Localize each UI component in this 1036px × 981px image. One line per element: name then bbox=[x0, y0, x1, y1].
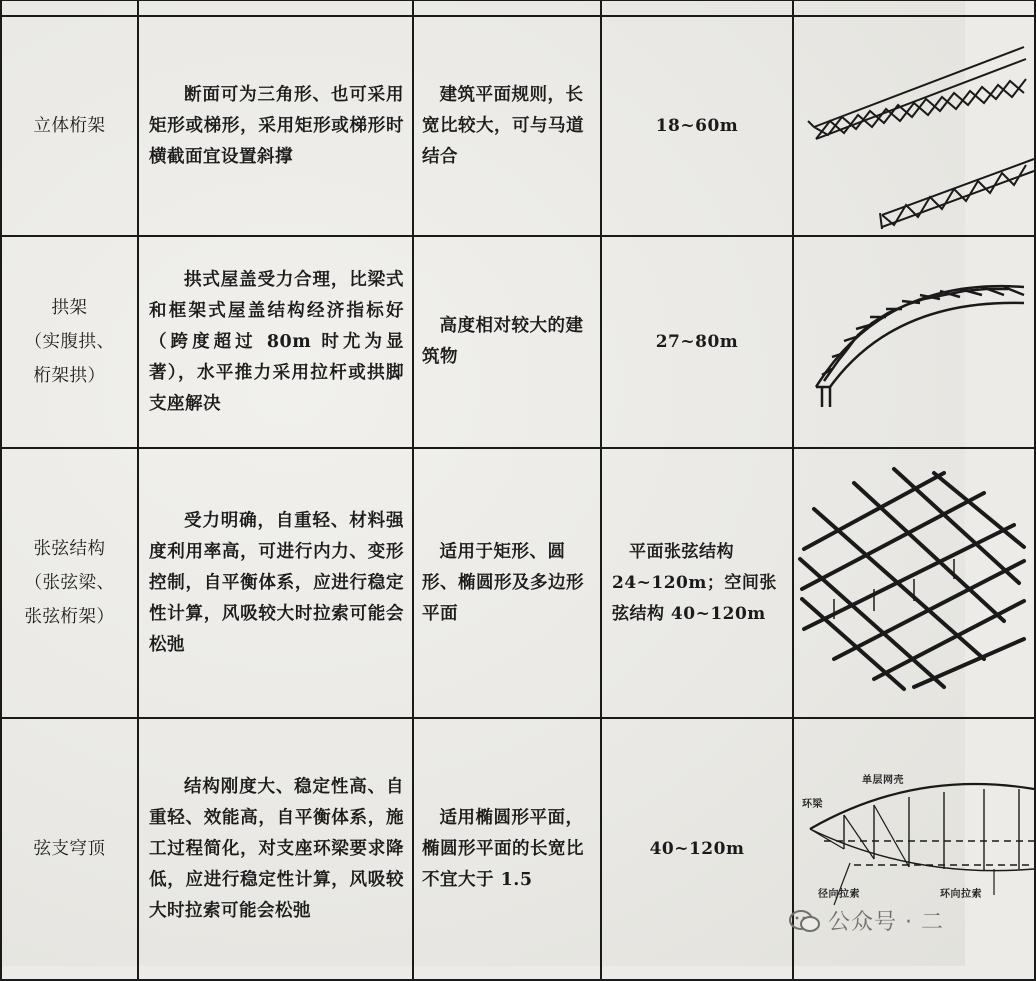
application-cell bbox=[413, 236, 601, 448]
table-row bbox=[1, 16, 1035, 236]
application-text: 适用椭圆形平面，椭圆形平面的长宽比不宜大于 1.5 bbox=[422, 807, 584, 890]
structure-name: 弦支穹顶 bbox=[33, 839, 106, 859]
wechat-icon bbox=[788, 909, 822, 933]
span-cell bbox=[601, 718, 793, 980]
span-text: 18~60m bbox=[655, 115, 739, 136]
label-single-layer-shell: 单层网壳 bbox=[862, 775, 904, 786]
description-cell bbox=[138, 448, 413, 718]
description-text: 拱式屋盖受力合理，比梁式和框架式屋盖结构经济指标好（跨度超过 80m 时尤为显著），水平推力采用拉杆或拱脚支座解决 bbox=[149, 269, 404, 414]
table-row bbox=[1, 236, 1035, 448]
suspen-dome-icon bbox=[794, 719, 1034, 979]
table-row-top-edge bbox=[1, 0, 1035, 16]
structure-name-cell bbox=[1, 718, 138, 980]
structure-name: 拱架 bbox=[51, 298, 88, 318]
table-row bbox=[1, 718, 1035, 980]
structure-name-sub: （实腹拱、 bbox=[24, 332, 115, 352]
figure-cell bbox=[793, 718, 1035, 980]
figure-cell bbox=[793, 16, 1035, 236]
structure-name: 立体桁架 bbox=[33, 116, 106, 136]
structure-name: 张弦结构 bbox=[33, 539, 106, 559]
application-text: 适用于矩形、圆形、椭圆形及多边形平面 bbox=[422, 541, 584, 624]
structure-name-cell bbox=[1, 16, 138, 236]
structure-name-sub: （张弦梁、 bbox=[24, 573, 115, 593]
description-cell bbox=[138, 718, 413, 980]
wechat-watermark bbox=[788, 905, 944, 936]
description-text: 结构刚度大、稳定性高、自重轻、效能高，自平衡体系，施工过程简化，对支座环梁要求降低，应进行稳定性计算，风吸较大时拉索可能会松弛 bbox=[149, 776, 404, 921]
label-radial-cable: 径向拉索 bbox=[818, 889, 860, 900]
span-cell bbox=[601, 16, 793, 236]
description-cell bbox=[138, 16, 413, 236]
span-text: 40~120m bbox=[649, 838, 745, 859]
application-cell bbox=[413, 16, 601, 236]
description-text: 断面可为三角形、也可采用矩形或梯形，采用矩形或梯形时横截面宜设置斜撑 bbox=[149, 84, 404, 167]
span-cell bbox=[601, 448, 793, 718]
table-row bbox=[1, 448, 1035, 718]
application-cell bbox=[413, 448, 601, 718]
space-truss-icon bbox=[794, 17, 1034, 235]
string-structure-grid-icon bbox=[794, 449, 1034, 717]
description-cell bbox=[138, 236, 413, 448]
label-ring-beam: 环梁 bbox=[802, 799, 823, 810]
figure-cell bbox=[793, 236, 1035, 448]
span-cell bbox=[601, 236, 793, 448]
structure-name-sub: 张弦桁架） bbox=[24, 607, 115, 627]
arch-truss-icon bbox=[794, 237, 1034, 447]
structure-name-sub: 桁架拱） bbox=[33, 366, 106, 386]
structure-name-cell bbox=[1, 448, 138, 718]
figure-cell bbox=[793, 448, 1035, 718]
application-cell bbox=[413, 718, 601, 980]
span-text: 27~80m bbox=[655, 331, 739, 352]
application-text: 高度相对较大的建筑物 bbox=[422, 316, 584, 367]
description-text: 受力明确，自重轻、材料强度利用率高，可进行内力、变形控制，自平衡体系，应进行稳定性计算，风吸较大时拉索可能会松弛 bbox=[149, 510, 404, 655]
span-text: 平面张弦结构 24~120m；空间张弦结构 40~120m bbox=[612, 541, 777, 624]
structure-name-cell bbox=[1, 236, 138, 448]
label-hoop-cable: 环向拉索 bbox=[940, 889, 982, 900]
application-text: 建筑平面规则，长宽比较大，可与马道结合 bbox=[422, 84, 584, 167]
watermark-text: 公众号 · 二 bbox=[828, 910, 944, 935]
